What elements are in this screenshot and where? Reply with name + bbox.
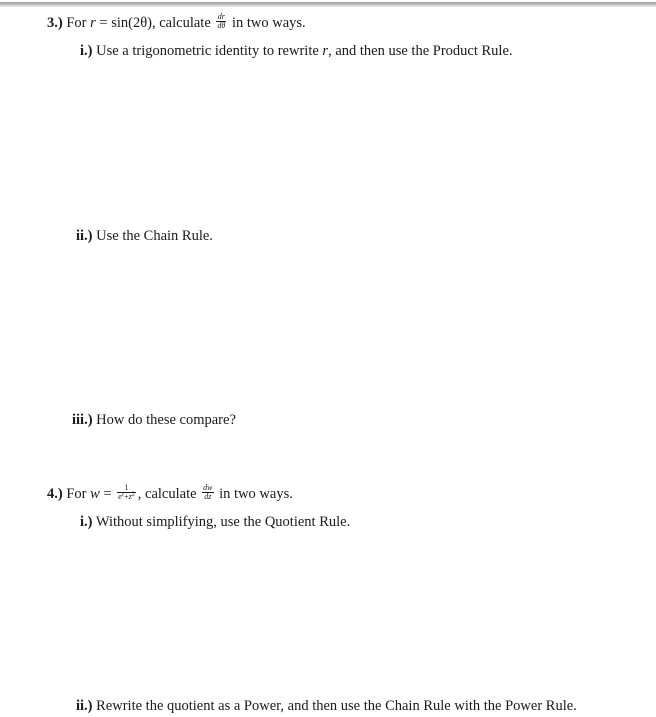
denominator-exponent-2: 2: [131, 491, 135, 498]
part-variable: r: [322, 43, 329, 59]
equation-equals: =: [99, 15, 108, 31]
rhs-denominator: [117, 493, 136, 501]
equation-lhs: r: [90, 15, 96, 31]
problem-4-part-i: [80, 513, 350, 531]
problem-number: 3.): [47, 15, 63, 31]
prompt-suffix: in two ways.: [219, 486, 293, 502]
equation-lhs: w: [90, 486, 100, 502]
part-text: Without simplifying, use the Quotient Rule.: [95, 514, 351, 530]
problem-3-part-iii: [72, 411, 236, 429]
derivative-denominator: dz: [204, 492, 212, 502]
part-text: Rewrite the quotient as a Power, and then use the Chain Rule with the Power Rule.: [96, 698, 577, 714]
prompt-prefix: For: [66, 15, 87, 31]
part-label: ii.): [76, 698, 93, 714]
part-label: i.): [80, 514, 93, 530]
derivative-numerator: dr: [217, 12, 225, 22]
problem-3-part-ii: [76, 227, 213, 245]
part-text-after: , and then use the Product Rule.: [328, 43, 513, 59]
part-text: How do these compare?: [96, 412, 236, 428]
part-label: iii.): [72, 412, 93, 428]
part-label: i.): [80, 43, 93, 59]
derivative-fraction: [216, 13, 226, 30]
problem-3-prompt: [47, 14, 306, 32]
derivative-numerator: dw: [203, 483, 213, 493]
denominator-plus: +: [124, 492, 129, 502]
problem-4-prompt: [47, 485, 293, 503]
part-text-before: Use a trigonometric identity to rewrite: [96, 43, 319, 59]
prompt-middle: , calculate: [137, 486, 197, 502]
prompt-prefix: For: [66, 486, 87, 502]
prompt-middle: , calculate: [152, 15, 211, 31]
rhs-numerator: 1: [117, 484, 136, 493]
prompt-suffix: in two ways.: [231, 15, 306, 31]
derivative-fraction: [202, 484, 213, 501]
derivative-denominator: dθ: [217, 21, 226, 31]
problem-number: 4.): [47, 486, 63, 502]
equation-rhs-fraction: [117, 484, 136, 501]
page-top-border: [0, 2, 656, 7]
denominator-base-z: z: [128, 492, 132, 502]
part-text: Use the Chain Rule.: [96, 228, 213, 244]
problem-3-part-i: [80, 42, 513, 60]
denominator-base-e: e: [118, 492, 122, 502]
equation-equals: =: [103, 486, 112, 502]
part-label: ii.): [76, 228, 93, 244]
denominator-exponent-z: z: [121, 491, 125, 498]
equation-rhs: sin(2θ): [111, 15, 152, 31]
problem-4-part-ii: [76, 697, 577, 715]
